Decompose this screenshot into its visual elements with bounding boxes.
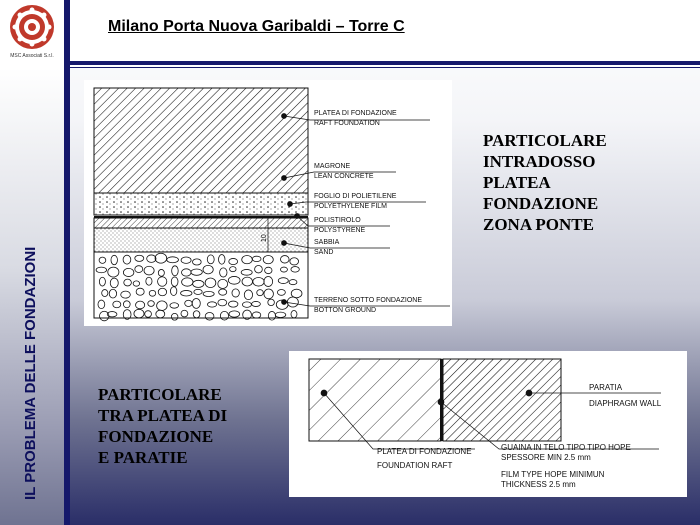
lean-concrete-label-en: LEAN CONCRETE — [314, 173, 374, 180]
caption-intradosso — [483, 130, 607, 235]
polystyrene-label-en: POLYSTYRENE — [314, 227, 366, 234]
caption-line: E PARATIE — [98, 448, 188, 467]
ground-label: TERRENO SOTTO FONDAZIONE — [314, 297, 422, 304]
caption-line: TRA PLATEA DI — [98, 406, 228, 425]
caption-line: PARTICOLARE — [483, 131, 607, 150]
section-title: IL PROBLEMA DELLE FONDAZIONI — [22, 246, 39, 500]
raft-label-en: RAFT FOUNDATION — [314, 120, 380, 127]
caption-line: INTRADOSSO — [483, 152, 596, 171]
sand-label-en: SAND — [314, 249, 334, 256]
raft-wall-joint-drawing — [289, 351, 687, 497]
caption-line: PARTICOLARE — [98, 385, 222, 404]
lean-concrete-label: MAGRONE — [314, 163, 351, 170]
page-title: Milano Porta Nuova Garibaldi – Torre C — [108, 18, 405, 35]
caption-paratie — [98, 384, 227, 468]
header-divider-thin — [68, 67, 700, 68]
wall-label: PARATIA — [589, 383, 623, 392]
company-logo-icon — [9, 4, 55, 50]
foundation-section-drawing — [84, 80, 452, 326]
membrane-thickness-label-en: THICKNESS 2.5 mm — [501, 480, 576, 489]
caption-line: PLATEA — [483, 173, 551, 192]
polystyrene-label: POLISTIROLO — [314, 217, 361, 224]
sand-label: SABBIA — [314, 239, 340, 246]
raft-label: PLATEA DI FONDAZIONE — [377, 447, 472, 456]
ground-label-en: BOTTON GROUND — [314, 307, 377, 314]
membrane-label: GUAINA IN TELO TIPO TIPO HOPE — [501, 443, 631, 452]
raft-label: PLATEA DI FONDAZIONE — [314, 110, 397, 117]
caption-line: FONDAZIONE — [483, 194, 599, 213]
caption-line: ZONA PONTE — [483, 215, 594, 234]
dimension-label: 10 — [261, 234, 268, 242]
wall-label-en: DIAPHRAGM WALL — [589, 399, 662, 408]
vertical-divider — [64, 0, 70, 525]
header-divider — [68, 61, 700, 65]
film-label-en: POLYETHYLENE FILM — [314, 203, 388, 210]
raft-label-en: FOUNDATION RAFT — [377, 461, 453, 470]
film-label: FOGLIO DI POLIETILENE — [314, 193, 397, 200]
caption-line: FONDAZIONE — [98, 427, 214, 446]
membrane-thickness-label: SPESSORE MIN 2.5 mm — [501, 453, 591, 462]
membrane-label-en: FILM TYPE HOPE MINIMUN — [501, 470, 605, 479]
logo-caption: MSC Associati S.r.l. — [10, 53, 54, 59]
logo-area — [0, 0, 64, 68]
